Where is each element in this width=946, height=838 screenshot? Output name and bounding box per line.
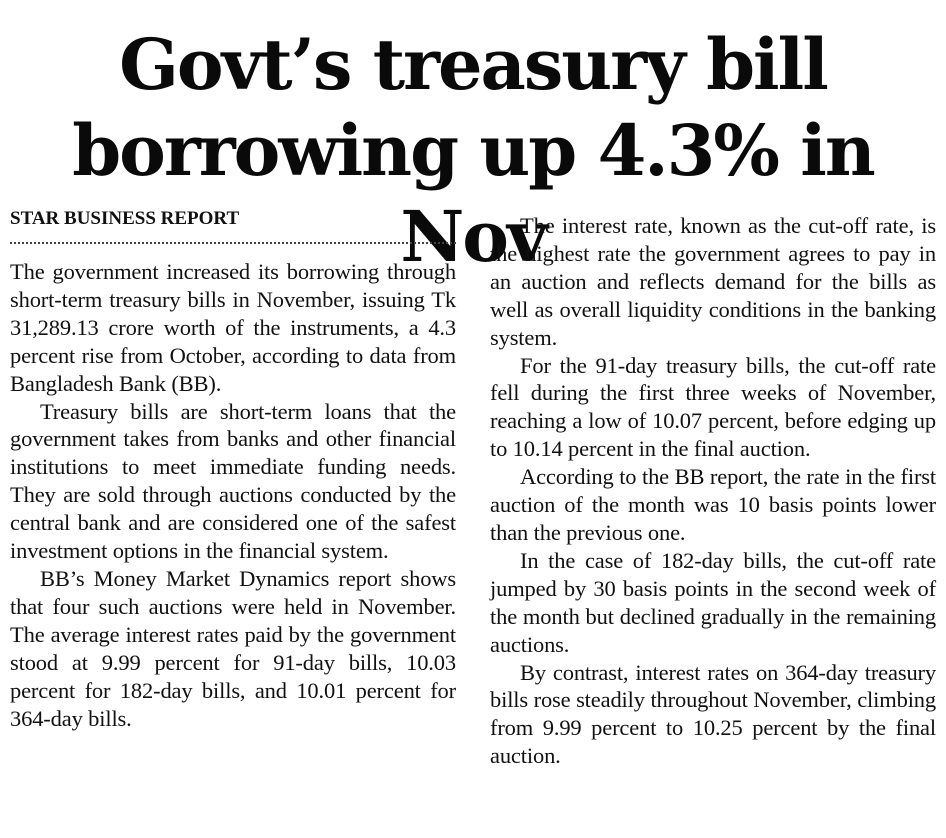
article-column-left [10, 258, 456, 732]
byline-divider [10, 242, 456, 244]
paragraph: By contrast, interest rates on 364-day treasury bills rose steadily throughout November, climbing from 9.99 percent to 10.25 percent by the final auction. [490, 659, 936, 769]
paragraph: For the 91-day treasury bills, the cut-off rate fell during the first three weeks of November, reaching a low of 10.07 percent, before edging up to 10.14 percent in the final auction. [490, 352, 936, 462]
article-column-right [490, 212, 936, 770]
paragraph: In the case of 182-day bills, the cut-off rate jumped by 30 basis points in the second week of the month but declined gradually in the remaining auctions. [490, 547, 936, 657]
paragraph: BB’s Money Market Dynamics report shows that four such auctions were held in November. The average interest rates paid by the government stood at 9.99 percent for 91-day bills, 10.03 percent for 182-day bills, and 10.01 percent for 364-day bills. [10, 565, 456, 731]
byline: STAR BUSINESS REPORT [10, 208, 240, 229]
paragraph: According to the BB report, the rate in the first auction of the month was 10 basis points lower than the previous one. [490, 464, 936, 545]
headline-line-1: Govt’s treasury bill [119, 23, 827, 106]
headline-line-2: borrowing up 4.3% in Nov [72, 109, 874, 278]
paragraph: Treasury bills are short-term loans that the government takes from banks and other financial institutions to meet immediate funding needs. They are sold through auctions conducted by the central bank and are considered one of the safest investment options in the financial system. [10, 398, 456, 564]
paragraph: The interest rate, known as the cut-off rate, is the highest rate the government agrees to pay in an auction and reflects demand for the bills as well as overall liquidity conditions in the banking system. [490, 213, 936, 350]
paragraph: The government increased its borrowing through short-term treasury bills in November, issuing Tk 31,289.13 crore worth of the instruments, a 4.3 percent rise from October, according to data from Bangladesh Bank (BB). [10, 259, 456, 396]
